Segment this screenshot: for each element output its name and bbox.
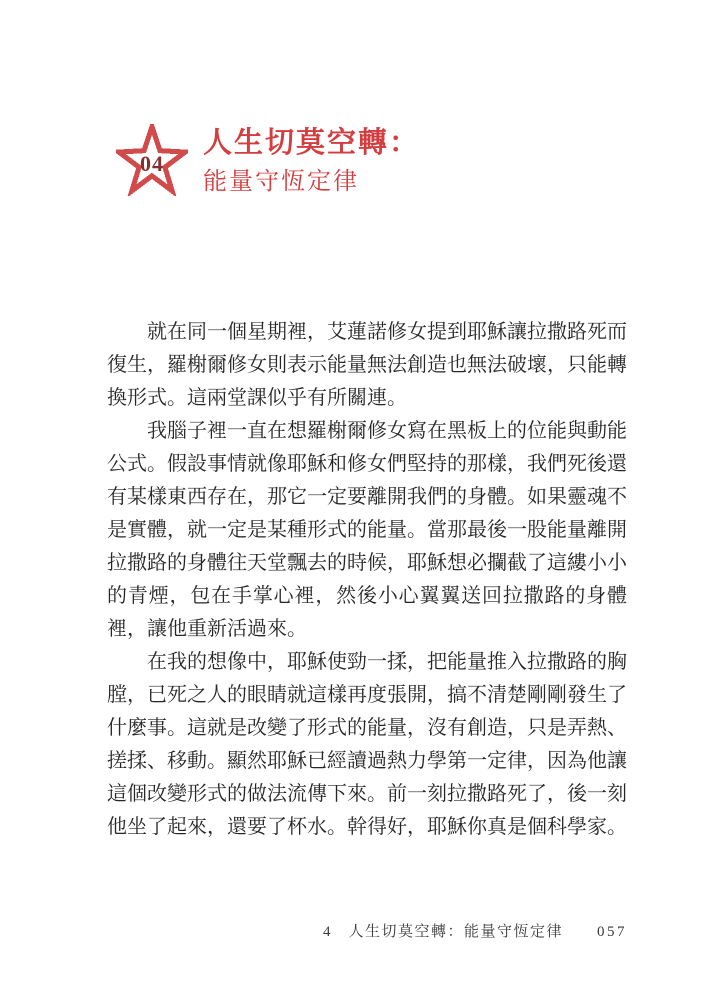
- chapter-titles: [203, 124, 420, 195]
- chapter-subtitle: 能量守恆定律: [203, 167, 359, 195]
- pixel-star-icon: [116, 124, 188, 196]
- chapter-header: [116, 124, 420, 196]
- body-text: [107, 316, 627, 844]
- paragraph: 就在同一個星期裡，艾蓮諾修女提到耶穌讓拉撒路死而復生，羅榭爾修女則表示能量無法創造也無法破壞，只能轉換形式。這兩堂課似乎有所關連。: [107, 321, 627, 409]
- paragraph: 我腦子裡一直在想羅榭爾修女寫在黑板上的位能與動能公式。假設事情就像耶穌和修女們堅持的那樣，我們死後還有某樣東西存在，那它一定要離開我們的身體。如果靈魂不是實體，就一定是某種形式的能量。當那最後一股能量離開拉撒路的身體往天堂飄去的時候，耶穌想必攔截了這縷小小的青煙，包在手掌心裡，然後小心翼翼送回拉撒路的身體裡，讓他重新活過來。: [107, 420, 627, 640]
- page-footer: [107, 920, 627, 941]
- footer-page-number: 057: [597, 924, 627, 940]
- footer-chapter-ref: 4 人生切莫空轉：能量守恆定律: [322, 924, 563, 940]
- chapter-title: 人生切莫空轉：: [203, 127, 421, 159]
- paragraph: 在我的想像中，耶穌使勁一揉，把能量推入拉撒路的胸膛，已死之人的眼睛就這樣再度張開，搞不清楚剛剛發生了什麼事。這就是改變了形式的能量，沒有創造，只是弄熱、搓揉、移動。顯然耶穌已經讀過熱力學第一定律，因為他讓這個改變形式的做法流傳下來。前一刻拉撒路死了，後一刻他坐了起來，還要了杯水。幹得好，耶穌你真是個科學家。: [107, 651, 627, 838]
- chapter-number: 04: [140, 151, 164, 176]
